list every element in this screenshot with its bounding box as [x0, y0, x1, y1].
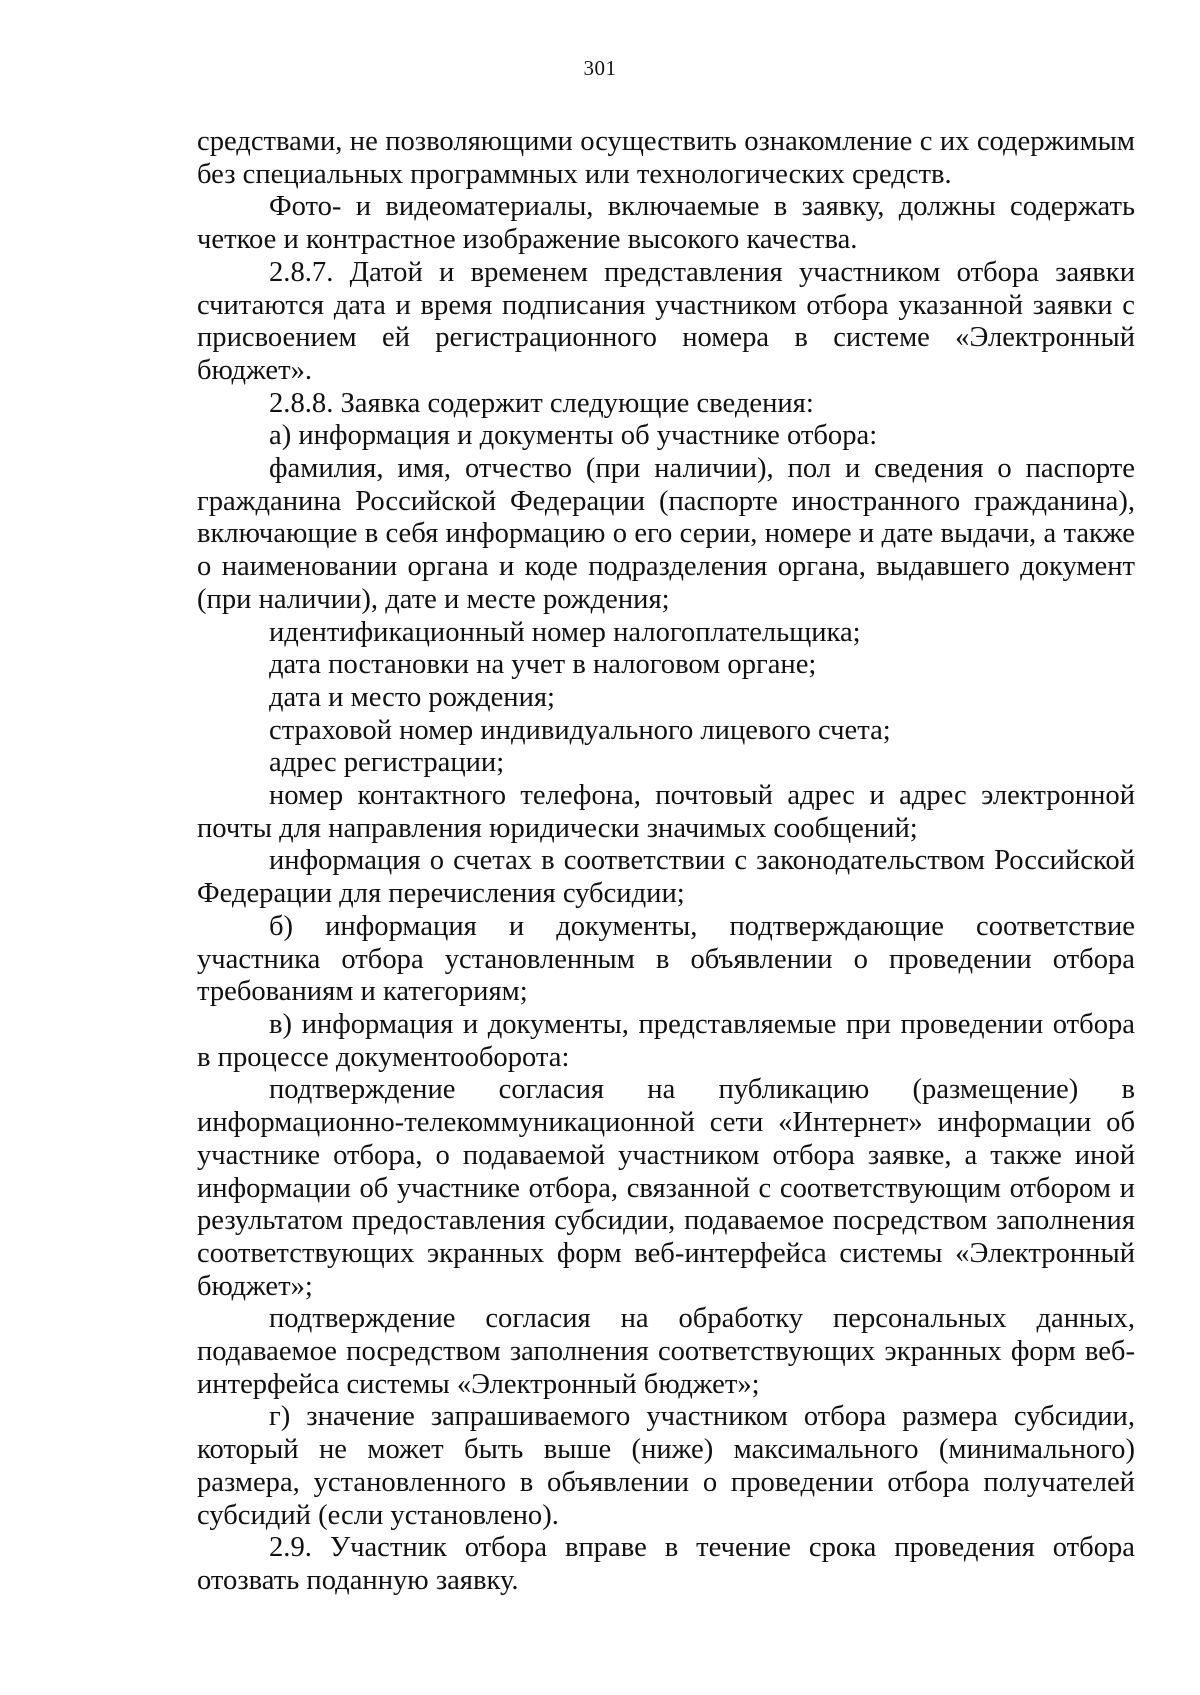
document-body: [197, 126, 1135, 1598]
paragraph: идентификационный номер налогоплательщика;: [269, 616, 861, 648]
paragraph: страховой номер индивидуального лицевого счета;: [269, 714, 891, 746]
paragraph: информация о счетах в соответствии с законодательством Российской Федерации для перечисления субсидии;: [197, 845, 1135, 910]
paragraph: 2.9. Участник отбора вправе в течение срока проведения отбора отозвать поданную заявку.: [197, 1532, 1135, 1596]
page-number: 301: [583, 56, 617, 80]
paragraph: а) информация и документы об участнике отбора:: [269, 420, 878, 452]
paragraph: 2.8.7. Датой и временем представления участником отбора заявки считаются дата и время подписания участником отбора указанной заявки с присвоением ей регистрационного номера в системе «Электронный бюджет».: [197, 256, 1135, 386]
paragraph: номер контактного телефона, почтовый адрес и адрес электронной почты для направления юридически значимых сообщений;: [197, 780, 1135, 844]
paragraph: адрес регистрации;: [269, 747, 505, 779]
paragraph: средствами, не позволяющими осуществить ознакомление с их содержимым без специальных программных или технологических средств.: [197, 126, 1135, 190]
paragraph: подтверждение согласия на обработку персональных данных, подаваемое посредством заполнения соответствующих экранных форм веб-интерфейса системы «Электронный бюджет»;: [197, 1303, 1135, 1400]
paragraph: Фото- и видеоматериалы, включаемые в заявку, должны содержать четкое и контрастное изображение высокого качества.: [197, 191, 1135, 256]
paragraph: подтверждение согласия на публикацию (размещение) в информационно-телекоммуникационной сети «Интернет» информации об участнике отбора, о подаваемой участником отбора заявке, а также иной информации об участнике отбора, связанной с соответствующим отбором и результатом предоставления субсидии, подаваемое посредством заполнения соответствующих экранных форм веб-интерфейса системы «Электронный бюджет»;: [197, 1074, 1135, 1302]
paragraph: дата постановки на учет в налоговом органе;: [269, 649, 817, 681]
paragraph: г) значение запрашиваемого участником отбора размера субсидии, который не может быть выше (ниже) максимального (минимального) размера, установленного в объявлении о проведении отбора получателей субсидий (если установлено).: [197, 1401, 1135, 1531]
paragraph: 2.8.8. Заявка содержит следующие сведения:: [269, 387, 814, 419]
paragraph: дата и место рождения;: [269, 681, 555, 713]
paragraph: фамилия, имя, отчество (при наличии), пол и сведения о паспорте гражданина Российской Федерации (паспорте иностранного гражданина), включающие в себя информацию о его серии, номере и дате выдачи, а также о наименовании органа и коде подразделения органа, выдавшего документ (при наличии), дате и месте рождения;: [197, 453, 1135, 615]
paragraph: б) информация и документы, подтверждающие соответствие участника отбора установленным в объявлении о проведении отбора требованиям и категориям;: [197, 910, 1135, 1008]
paragraph: в) информация и документы, представляемые при проведении отбора в процессе документооборота:: [197, 1008, 1135, 1073]
